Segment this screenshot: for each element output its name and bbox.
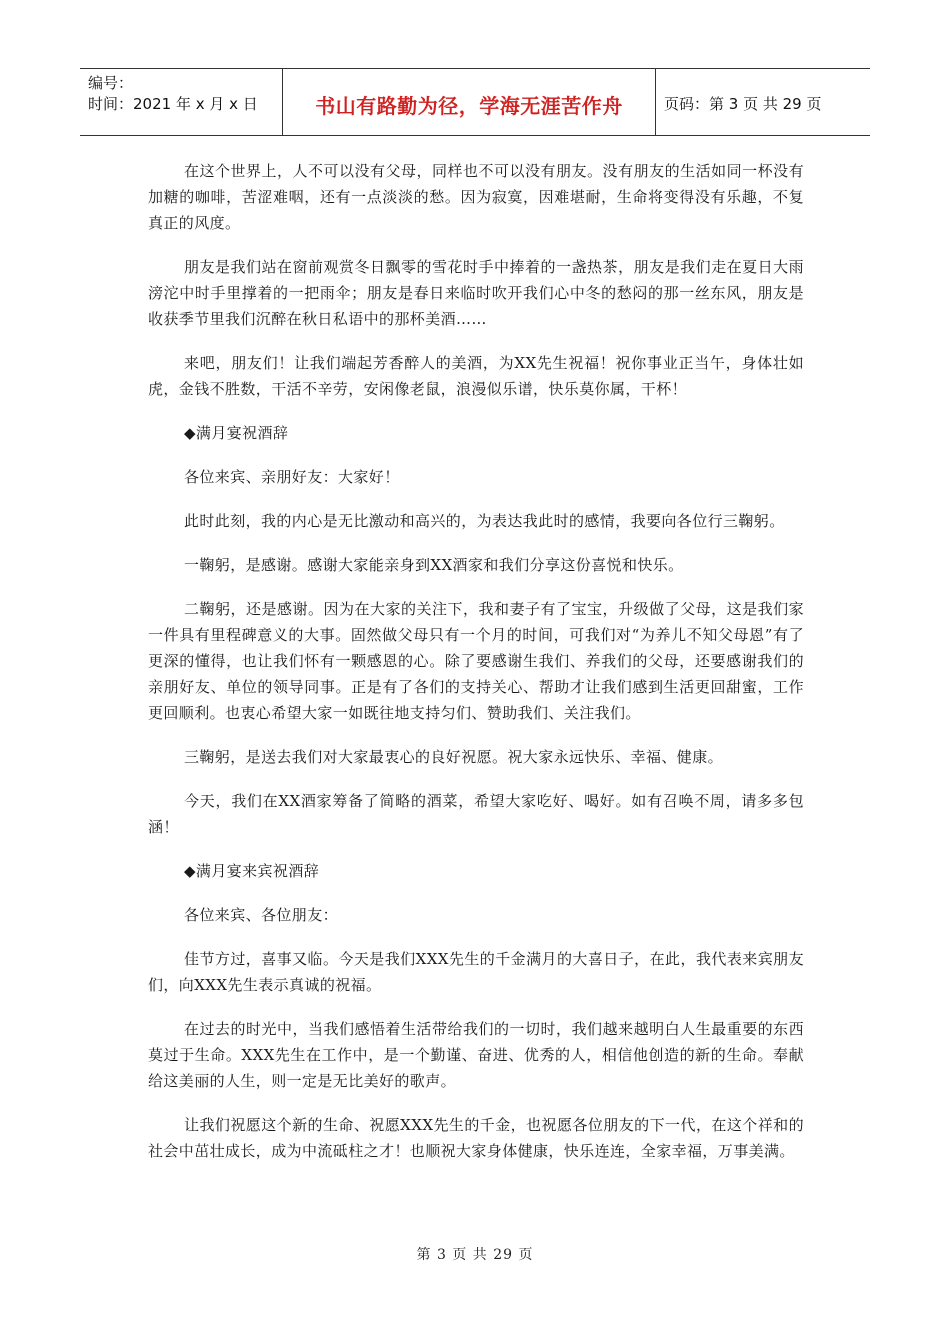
header-page-label: 页码：第 3 页 共 29 页: [664, 94, 822, 113]
paragraph: 让我们祝愿这个新的生命、祝愿XXX先生的千金，也祝愿各位朋友的下一代，在这个祥和的社会中茁壮成长，成为中流砥柱之才！也顺祝大家身体健康，快乐连连，全家幸福，万事美满。: [148, 1116, 804, 1160]
document-header: [80, 68, 870, 136]
paragraph: 此时此刻，我的内心是无比激动和高兴的，为表达我此时的感情，我要向各位行三鞠躬。: [184, 512, 785, 530]
section-heading: ◆满月宴来宾祝酒辞: [184, 862, 320, 880]
paragraph: 佳节方过，喜事又临。今天是我们XXX先生的千金满月的大喜日子，在此，我代表来宾朋友们，向XXX先生表示真诚的祝福。: [148, 950, 804, 994]
paragraph: 一鞠躬，是感谢。感谢大家能亲身到XX酒家和我们分享这份喜悦和快乐。: [184, 556, 684, 574]
document-number-label: 编号：: [88, 74, 134, 92]
header-meta: [80, 69, 283, 135]
paragraph: 二鞠躬，还是感谢。因为在大家的关注下，我和妻子有了宝宝，升级做了父母，这是我们家一件具有里程碑意义的大事。固然做父母只有一个月的时间，可我们对“为养儿不知父母恩”有了更深的懂得，也让我们怀有一颗感恩的心。除了要感谢生我们、养我们的父母，还要感谢我们的亲朋好友、单位的领导同事。正是有了各们的支持关心、帮助才让我们感到生活更回甜蜜，工作更回顺利。也衷心希望大家一如既往地支持匀们、赞助我们、关注我们。: [148, 600, 804, 722]
paragraph: 今天，我们在XX酒家筹备了简略的酒菜，希望大家吃好、喝好。如有召唤不周，请多多包涵！: [148, 792, 804, 836]
page-footer: 第 3 页 共 29 页: [416, 1247, 534, 1263]
header-motto: 书山有路勤为径，学海无涯苦作舟: [283, 69, 656, 135]
paragraph: 来吧，朋友们！让我们端起芳香醉人的美酒，为XX先生祝福！祝你事业正当午，身体壮如虎，金钱不胜数，干活不辛劳，安闲像老鼠，浪漫似乐谱，快乐莫你属，干杯！: [148, 354, 804, 398]
document-body: [148, 158, 804, 1182]
paragraph: 在过去的时光中，当我们感悟着生活带给我们的一切时，我们越来越明白人生最重要的东西莫过于生命。XXX先生在工作中，是一个勤谨、奋进、优秀的人，相信他创造的新的生命。奉献给这美丽的人生，则一定是无比美好的歌声。: [148, 1020, 804, 1090]
section-heading: ◆满月宴祝酒辞: [184, 424, 289, 442]
document-date-label: 时间：2021 年 x 月 x 日: [88, 95, 258, 113]
paragraph: 各位来宾、亲朋好友：大家好！: [184, 468, 400, 486]
paragraph: 在这个世界上，人不可以没有父母，同样也不可以没有朋友。没有朋友的生活如同一杯没有加糖的咖啡，苦涩难咽，还有一点淡淡的愁。因为寂寞，因难堪耐，生命将变得没有乐趣，不复真正的风度。: [148, 162, 804, 232]
paragraph: 各位来宾、各位朋友：: [184, 906, 339, 924]
paragraph: 朋友是我们站在窗前观赏冬日飘零的雪花时手中捧着的一盏热茶，朋友是我们走在夏日大雨滂沱中时手里撑着的一把雨伞；朋友是春日来临时吹开我们心中冬的愁闷的那一丝东风，朋友是收获季节里我们沉醉在秋日私语中的那杯美酒……: [148, 258, 804, 328]
paragraph: 三鞠躬，是送去我们对大家最衷心的良好祝愿。祝大家永远快乐、幸福、健康。: [184, 748, 724, 766]
